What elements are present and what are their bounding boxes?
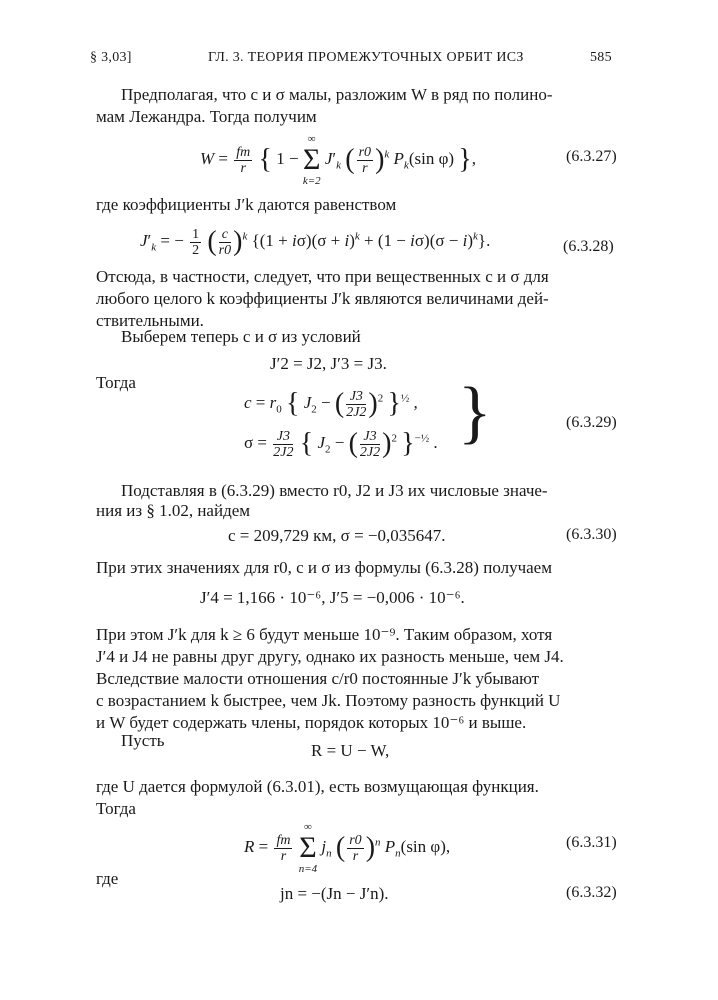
text-line: ствительными. <box>96 311 204 330</box>
text-line: где коэффициенты J′k даются равенством <box>96 195 397 214</box>
right-brace: } <box>458 374 492 451</box>
equation-6-3-29a: $c = r_0$ { $J_2$ − ( $\frac{J3}{2J2}$ )$^2$ }$^{\frac{1}{2}}$ , <box>244 388 418 420</box>
text-line: Выберем теперь c и σ из условий <box>121 327 361 346</box>
section-ref: § 3,03] <box>90 50 132 65</box>
equation-number: (6.3.27) <box>566 148 617 165</box>
equation-number: (6.3.31) <box>566 834 617 851</box>
text-line: мам Лежандра. Тогда получим <box>96 107 317 126</box>
text-line: Отсюда, в частности, следует, что при вещественных c и σ для <box>96 267 549 286</box>
j-values: J′4 = 1,166 · 10⁻⁶, J′5 = −0,006 · 10⁻⁶. <box>200 588 465 607</box>
eq-source-29b: σ = (J3/2J2) { J2 − (J3/2J2)² <box>36 980 46 981</box>
equation-6-3-27: W = $\frac{fm}{r}$ { 1 − ∞ Σ k=2 $J'_k$ ( $\frac{r0}{r}$ )$^k$ $P_k(\sin$ φ) }, <box>200 133 476 187</box>
equation-number: (6.3.28) <box>563 238 614 255</box>
text-line: Тогда <box>96 799 136 818</box>
eq-source-29a: c = r0 { J2 − (J3/2J2)² }^½ <box>24 980 34 981</box>
equation-6-3-28: $J'_k$ = − $\frac{1}{2}$ ( $\frac{c}{r0}$ )$^k$ $\{(1 + i\sigma)(\sigma + i)^k + (1 - i\sigma)(\sigma - i)^k\}$. <box>140 226 491 258</box>
equation-6-3-30: c = 209,729 км, σ = −0,035647. <box>228 526 446 545</box>
text-line: где U дается формулой (6.3.01), есть возмущающая функция. <box>96 777 539 796</box>
page-number: 585 <box>590 50 612 65</box>
text-line: Тогда <box>96 373 136 392</box>
conditions: J′2 = J2, J′3 = J3. <box>270 354 387 373</box>
equation-number: (6.3.32) <box>566 884 617 901</box>
equation-number: (6.3.29) <box>566 414 617 431</box>
text-line: Вследствие малости отношения c/r0 постоянные J′k убывают <box>96 669 540 688</box>
text-line: с возрастанием k быстрее, чем Jk. Поэтому разность функций U <box>96 691 561 710</box>
text-line: ния из § 1.02, найдем <box>96 501 251 520</box>
sum-symbol: ∞ Σ k=2 <box>302 133 321 187</box>
text-line: где <box>96 869 119 888</box>
eq-source-27: W = (fm/r) { 1 − Σ_{k= <box>0 980 10 981</box>
text-line: При этом J′k для k ≥ 6 будут меньше 10⁻⁹. Таким образом, хотя <box>96 625 553 644</box>
r-definition: R = U − W, <box>311 741 390 760</box>
running-title: ГЛ. 3. ТЕОРИЯ ПРОМЕЖУТОЧНЫХ ОРБИТ ИСЗ <box>208 50 524 65</box>
text-line: Подставляя в (6.3.29) вместо r0, J2 и J3 их числовые значе- <box>121 481 548 500</box>
equation-6-3-32: jn = −(Jn − J′n). <box>280 884 389 903</box>
equation-number: (6.3.30) <box>566 526 617 543</box>
text-line: любого целого k коэффициенты J′k являются величинами дей- <box>96 289 549 308</box>
text-line: J′4 и J4 не равны друг другу, однако их разность меньше, чем J4. <box>96 647 564 666</box>
text-line: Пусть <box>121 731 165 750</box>
fraction: $\frac{fm}{r}$ <box>236 144 251 176</box>
equation-6-3-31: R = $\frac{fm}{r}$ ∞ Σ n=4 $j_n$ ( $\frac{r0}{r}$ )$^n$ $P_n(\sin$ φ), <box>244 821 451 875</box>
text-line: Предполагая, что c и σ малы, разложим W в ряд по полино- <box>121 85 553 104</box>
text-line: и W будет содержать члены, порядок которых 10⁻⁶ и выше. <box>96 713 527 732</box>
eq-source-28: J′k = −(1/2)(c/r0)^k {(1 + <box>12 980 22 981</box>
text-line: При этих значениях для r0, c и σ из формулы (6.3.28) получаем <box>96 558 552 577</box>
eq-source-31: R = (fm/r) Σ_{n=4}^{∞} <box>48 980 58 981</box>
equation-6-3-29b: σ = $\frac{J3}{2J2}$ { $J_2$ − ( $\frac{J3}{2J2}$ )$^2$ }$^{-\frac{1}{2}}$ . <box>244 428 438 460</box>
